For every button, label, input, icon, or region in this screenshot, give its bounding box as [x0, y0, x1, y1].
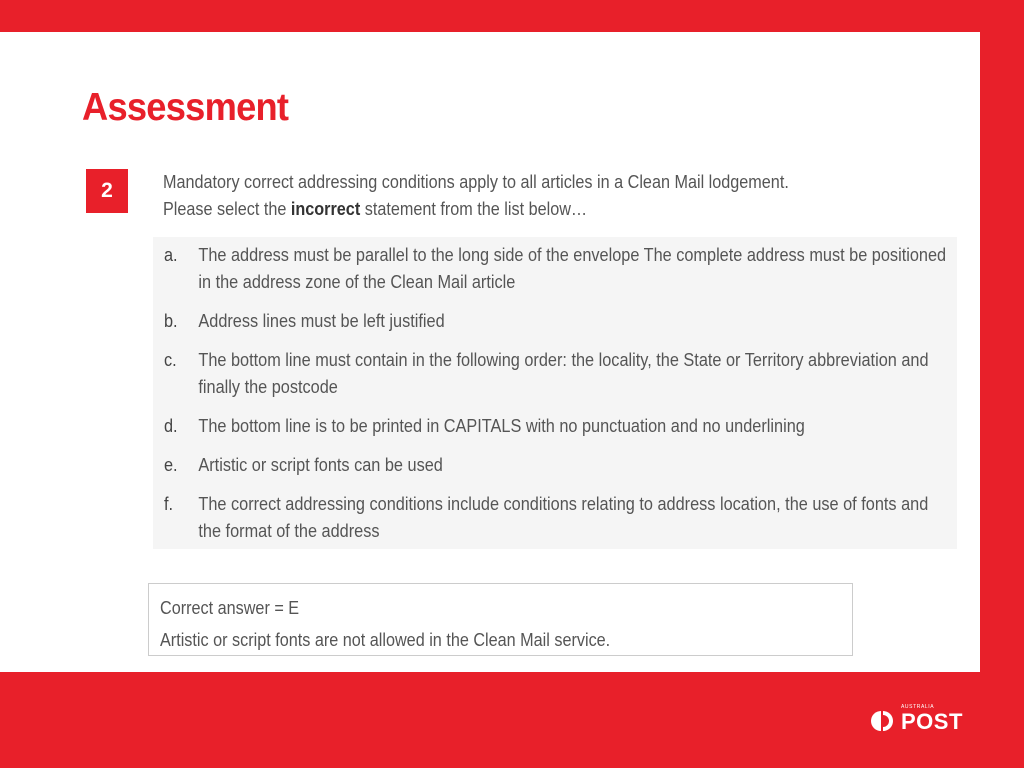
australia-post-symbol-icon — [871, 710, 893, 732]
question-number-badge: 2 — [86, 169, 128, 213]
option-text: The bottom line must contain in the following order: the locality, the State or Territory abbreviation and finally the postcode — [198, 350, 929, 397]
option-letter: a. — [164, 245, 178, 265]
question-suffix: statement from the list below… — [360, 199, 588, 219]
option-e[interactable] — [164, 452, 951, 479]
option-d[interactable] — [164, 413, 951, 440]
logo-small-text: AUSTRALIA — [901, 704, 935, 710]
option-text: The bottom line is to be printed in CAPITALS with no punctuation and no underlining — [198, 416, 805, 436]
slide-title: Assessment — [82, 86, 289, 129]
option-letter: b. — [164, 311, 178, 331]
option-text: The correct addressing conditions include conditions relating to address location, the use of fonts and the format of the address — [198, 494, 929, 541]
question-prefix: Please select the — [163, 199, 291, 219]
question-line-1: Mandatory correct addressing conditions apply to all articles in a Clean Mail lodgement. — [163, 172, 789, 192]
options-list — [153, 237, 957, 549]
australia-post-logo — [870, 704, 980, 736]
option-letter: f. — [164, 494, 174, 514]
option-b[interactable] — [164, 308, 951, 335]
option-letter: e. — [164, 455, 178, 475]
option-text: The address must be parallel to the long side of the envelope The complete address must be positioned in the address zone of the Clean Mail article — [198, 245, 947, 292]
answer-line-1: Correct answer = E — [160, 598, 300, 618]
option-c[interactable] — [164, 347, 951, 401]
answer-box — [148, 583, 853, 656]
question-line-2 — [163, 196, 847, 223]
option-text: Artistic or script fonts can be used — [198, 455, 443, 475]
answer-line-2: Artistic or script fonts are not allowed in the Clean Mail service. — [160, 630, 611, 650]
option-f[interactable] — [164, 491, 951, 545]
question-text — [163, 169, 847, 223]
top-red-band — [0, 0, 1024, 32]
option-letter: c. — [164, 350, 177, 370]
logo-wordmark: POST — [901, 709, 963, 734]
option-a[interactable] — [164, 242, 951, 296]
question-emphasis: incorrect — [290, 199, 361, 219]
option-letter: d. — [164, 416, 178, 436]
option-text: Address lines must be left justified — [198, 311, 445, 331]
right-red-band — [980, 0, 1024, 700]
